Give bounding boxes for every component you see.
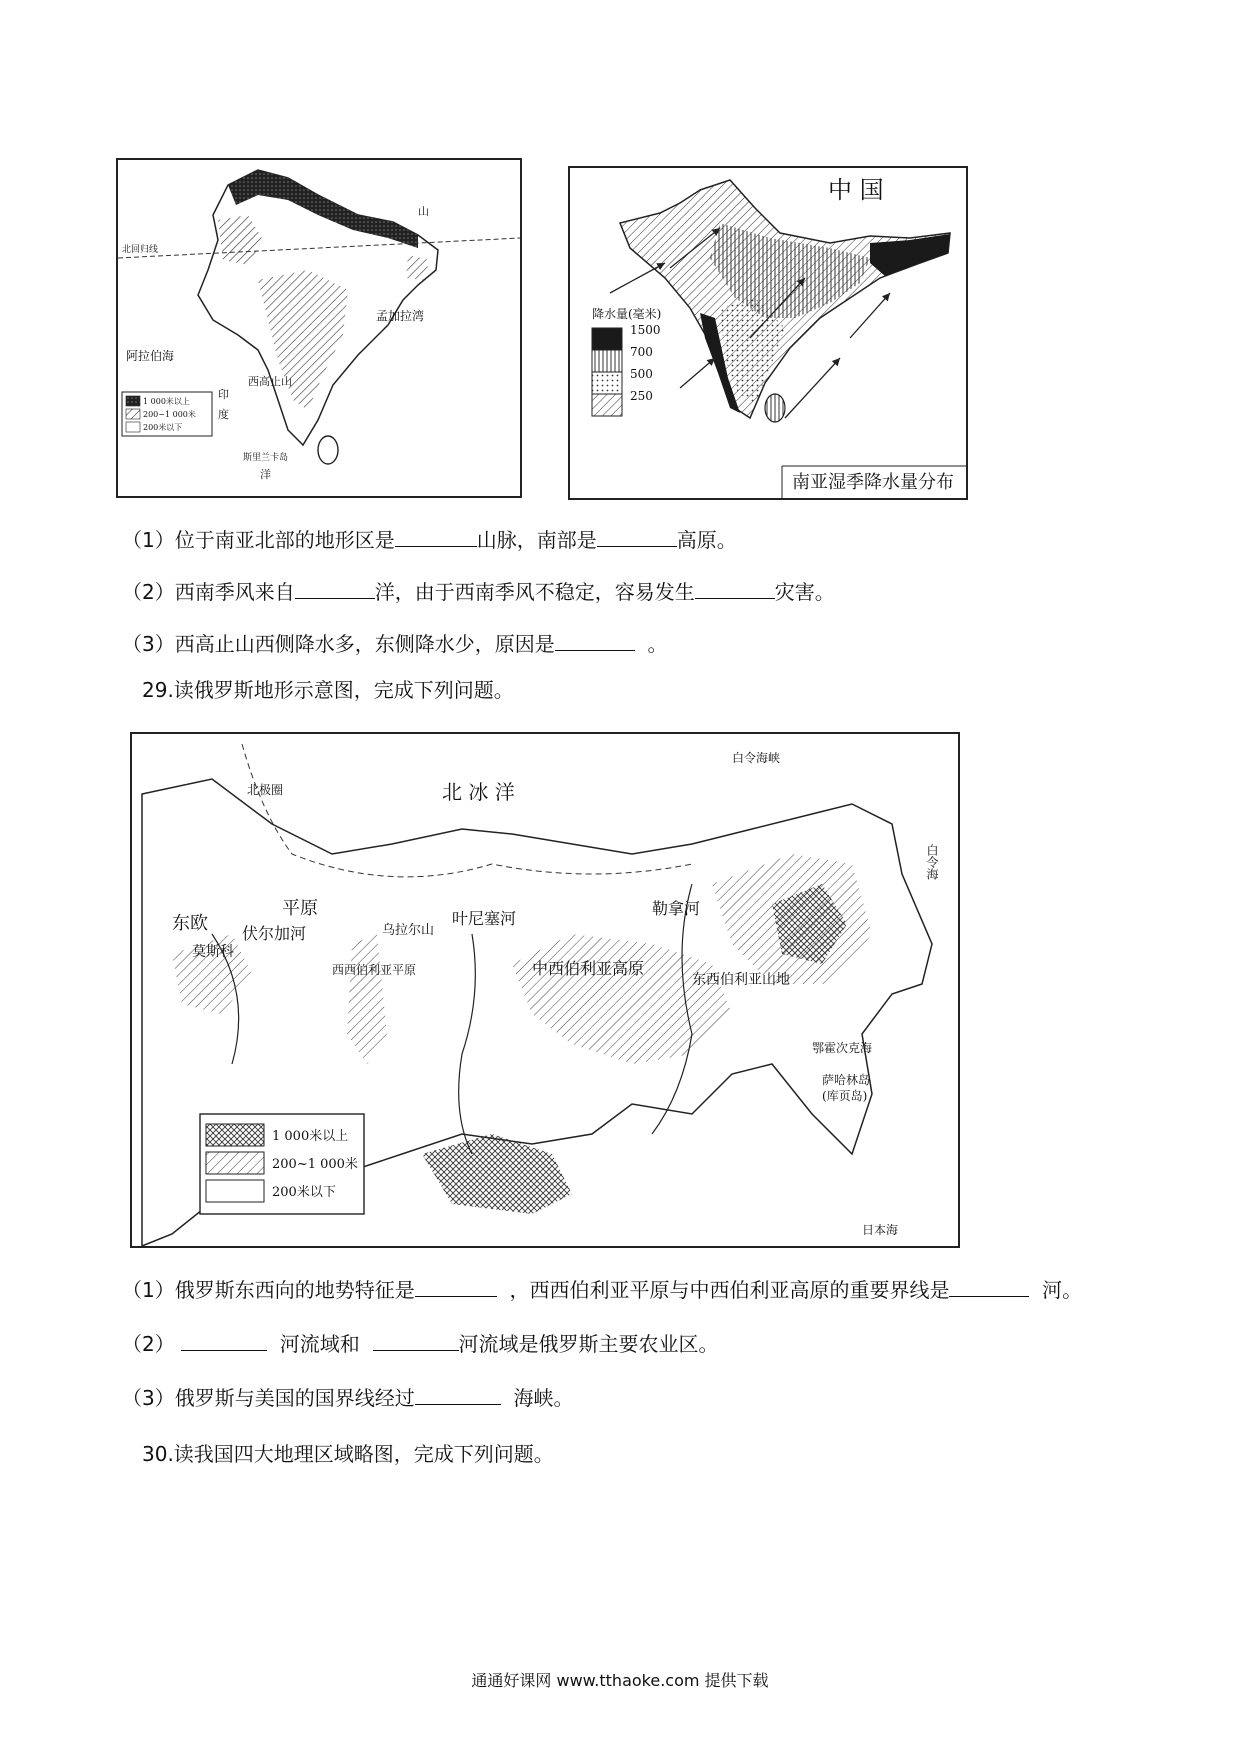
rain-legend — [592, 306, 661, 416]
svg-text:北回归线: 北回归线 — [122, 245, 159, 255]
svg-text:200~1 000米: 200~1 000米 — [272, 1157, 358, 1172]
answer-blank[interactable] — [415, 1278, 497, 1297]
svg-text:(库页岛): (库页岛) — [822, 1089, 868, 1103]
terrain-legend — [122, 392, 212, 436]
answer-blank[interactable] — [181, 1332, 267, 1351]
svg-text:伏尔加河: 伏尔加河 — [242, 924, 307, 943]
answer-blank[interactable] — [695, 580, 775, 599]
svg-text:1 000米以上: 1 000米以上 — [272, 1129, 349, 1144]
svg-text:1500: 1500 — [630, 323, 661, 337]
svg-text:200米以下: 200米以下 — [272, 1185, 336, 1200]
q30-heading: 30.读我国四大地理区域略图，完成下列问题。 — [142, 1442, 554, 1466]
page-footer: 通通好课网 www.tthaoke.com 提供下载 — [471, 1671, 769, 1690]
svg-text:山: 山 — [418, 205, 429, 218]
sri-lanka-shape — [318, 436, 338, 464]
svg-text:印: 印 — [218, 388, 229, 401]
svg-text:东西伯利亚山地: 东西伯利亚山地 — [692, 972, 790, 988]
svg-text:斯里兰卡岛: 斯里兰卡岛 — [243, 453, 289, 463]
svg-text:北极圈: 北极圈 — [247, 783, 284, 797]
rain-sri-lanka — [765, 394, 785, 422]
answer-blank[interactable] — [597, 528, 677, 547]
svg-text:南亚湿季降水量分布: 南亚湿季降水量分布 — [792, 472, 954, 493]
answer-blank[interactable] — [373, 1332, 459, 1351]
svg-text:白令海: 白令海 — [925, 844, 939, 880]
monsoon-arrow — [850, 293, 890, 338]
svg-text:勒拿河: 勒拿河 — [652, 899, 701, 918]
svg-text:中西伯利亚高原: 中西伯利亚高原 — [532, 959, 645, 978]
svg-text:中 国: 中 国 — [828, 176, 884, 204]
svg-text:200~1 000米: 200~1 000米 — [143, 410, 196, 419]
q28-line-1: （1）位于南亚北部的地形区是 山脉，南部是 高原。 — [122, 528, 737, 552]
q28-line-2: （2）西南季风来自 洋，由于西南季风不稳定，容易发生 灾害。 — [122, 580, 835, 604]
svg-text:阿拉伯海: 阿拉伯海 — [126, 349, 175, 363]
svg-text:降水量(毫米): 降水量(毫米) — [592, 307, 662, 321]
svg-text:萨哈林岛: 萨哈林岛 — [822, 1073, 871, 1087]
answer-blank[interactable] — [555, 632, 635, 651]
svg-text:200米以下: 200米以下 — [143, 423, 183, 432]
russia-terrain-map — [130, 732, 960, 1248]
svg-text:莫斯科: 莫斯科 — [192, 944, 234, 960]
svg-text:孟加拉湾: 孟加拉湾 — [376, 309, 425, 323]
svg-text:东欧: 东欧 — [172, 913, 208, 934]
monsoon-arrow — [610, 263, 665, 293]
answer-blank[interactable] — [415, 1386, 501, 1405]
svg-text:乌拉尔山: 乌拉尔山 — [382, 923, 435, 938]
q29-line-3: （3）俄罗斯与美国的国界线经过 海峡。 — [122, 1386, 574, 1410]
svg-text:叶尼塞河: 叶尼塞河 — [452, 909, 517, 928]
svg-text:白令海峡: 白令海峡 — [732, 751, 781, 765]
q29-heading: 29.读俄罗斯地形示意图，完成下列问题。 — [142, 678, 514, 702]
answer-blank[interactable] — [949, 1278, 1029, 1297]
monsoon-arrow — [785, 358, 840, 418]
south-cross-zone — [422, 1134, 572, 1214]
svg-text:日本海: 日本海 — [862, 1223, 899, 1237]
svg-text:1 000米以上: 1 000米以上 — [143, 397, 190, 406]
south-asia-terrain-map — [116, 158, 522, 498]
answer-blank[interactable] — [295, 580, 375, 599]
svg-text:北 冰 洋: 北 冰 洋 — [442, 780, 515, 804]
svg-text:平原: 平原 — [282, 898, 318, 919]
svg-text:700: 700 — [630, 345, 653, 359]
svg-text:洋: 洋 — [260, 468, 271, 481]
svg-text:鄂霍次克海: 鄂霍次克海 — [812, 1041, 873, 1055]
svg-text:西西伯利亚平原: 西西伯利亚平原 — [332, 963, 417, 977]
south-asia-rain-map — [568, 166, 968, 500]
q29-line-2: （2） 河流域和 河流域是俄罗斯主要农业区。 — [122, 1332, 719, 1356]
q29-line-1: （1）俄罗斯东西向的地势特征是 ，西西伯利亚平原与中西伯利亚高原的重要界线是 河。 — [122, 1278, 1083, 1302]
q28-line-3: （3）西高止山西侧降水多，东侧降水少，原因是 。 — [122, 632, 668, 656]
russia-legend — [200, 1114, 364, 1214]
svg-text:250: 250 — [630, 389, 653, 403]
svg-text:度: 度 — [218, 408, 229, 421]
answer-blank[interactable] — [395, 528, 477, 547]
svg-text:500: 500 — [630, 367, 653, 381]
monsoon-arrow — [680, 358, 715, 388]
svg-text:西高止山: 西高止山 — [248, 375, 292, 388]
